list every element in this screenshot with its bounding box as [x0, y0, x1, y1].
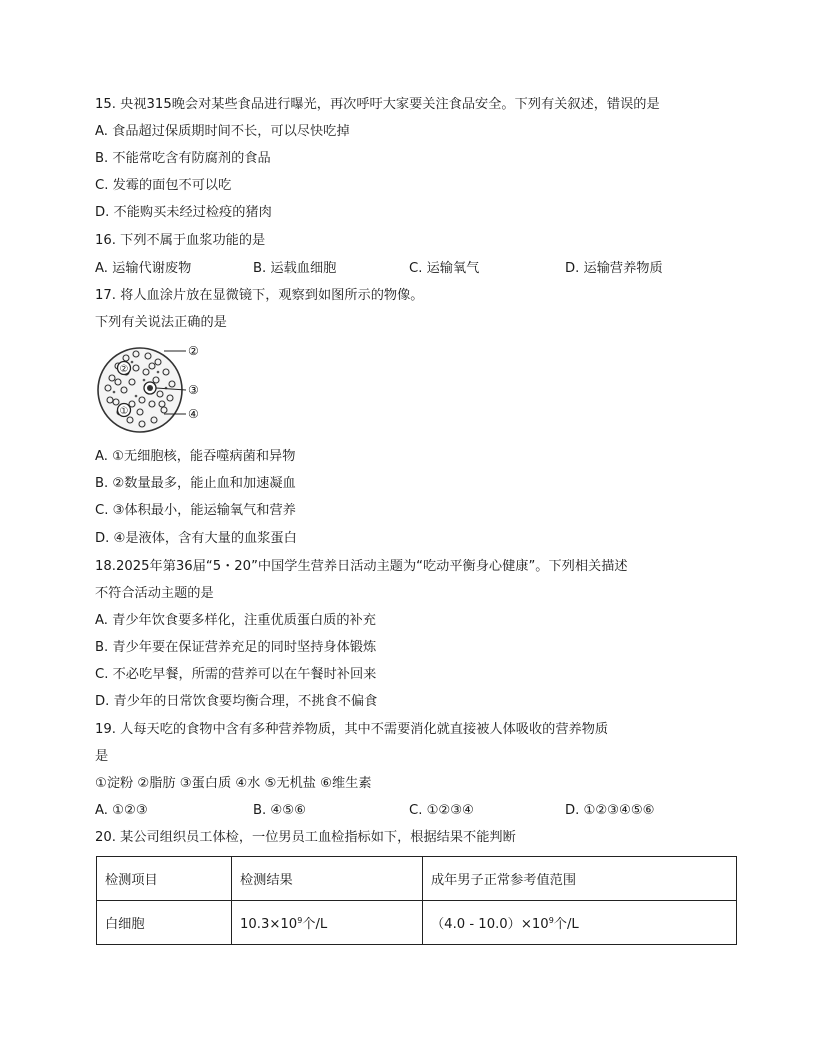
- q17-stem-line2: 下列有关说法正确的是: [95, 315, 227, 330]
- q17-option-d: D. ④是液体，含有大量的血浆蛋白: [95, 531, 297, 546]
- svg-text:②: ②: [119, 364, 129, 375]
- blood-test-table: [96, 856, 737, 945]
- table-header-row: [97, 857, 737, 901]
- range-value: （4.0 - 10.0）×10: [431, 917, 549, 932]
- q15-option-c: C. 发霉的面包不可以吃: [95, 178, 232, 193]
- q15-option-a: A. 食品超过保质期时间不长，可以尽快吃掉: [95, 124, 350, 139]
- q17-option-c: C. ③体积最小，能运输氧气和营养: [95, 503, 296, 518]
- svg-text:①: ①: [119, 406, 129, 417]
- q15-option-d: D. 不能购买未经过检疫的猪肉: [95, 205, 272, 220]
- figure-label-2: ②: [188, 344, 199, 358]
- result-unit: 个/L: [302, 917, 328, 932]
- q19-stem-line1: 19. 人每天吃的食物中含有多种营养物质，其中不需要消化就直接被人体吸收的营养物质: [95, 722, 609, 737]
- q20-stem: 20. 某公司组织员工体检，一位男员工血检指标如下，根据结果不能判断: [95, 830, 516, 845]
- q15-stem: 15. 央视315晚会对某些食品进行曝光，再次呼吁大家要关注食品安全。下列有关叙述，错误的是: [95, 97, 660, 112]
- q15-option-b: B. 不能常吃含有防腐剂的食品: [95, 151, 271, 166]
- q16-option-b: B. 运载血细胞: [253, 261, 337, 276]
- q16-option-a: A. 运输代谢废物: [95, 261, 192, 276]
- table-row: [97, 901, 737, 945]
- q16-stem: 16. 下列不属于血浆功能的是: [95, 233, 266, 248]
- figure-label-4: ④: [188, 407, 199, 421]
- q18-option-c: C. 不必吃早餐，所需的营养可以在午餐时补回来: [95, 667, 377, 682]
- q17-option-b: B. ②数量最多，能止血和加速凝血: [95, 476, 296, 491]
- q19-option-d: D. ①②③④⑤⑥: [565, 803, 655, 818]
- q16-option-c: C. 运输氧气: [409, 261, 480, 276]
- table-header-item: 检测项目: [97, 857, 232, 901]
- q17-option-a: A. ①无细胞核，能吞噬病菌和异物: [95, 449, 296, 464]
- q18-stem-line2: 不符合活动主题的是: [95, 586, 214, 601]
- table-cell-result: [232, 901, 423, 945]
- figure-label-3: ③: [188, 383, 199, 397]
- q18-option-a: A. 青少年饮食要多样化，注重优质蛋白质的补充: [95, 613, 376, 628]
- q17-stem-line1: 17. 将人血涂片放在显微镜下，观察到如图所示的物像。: [95, 288, 424, 303]
- q19-stem-line2: 是: [95, 749, 109, 764]
- range-exponent: 9: [548, 916, 554, 925]
- blood-smear-figure: [96, 342, 208, 438]
- q18-option-b: B. 青少年要在保证营养充足的同时坚持身体锻炼: [95, 640, 377, 655]
- table-cell-range: [423, 901, 737, 945]
- result-value: 10.3×10: [240, 917, 298, 932]
- q19-option-a: A. ①②③: [95, 803, 148, 818]
- range-unit: 个/L: [553, 917, 579, 932]
- q18-option-d: D. 青少年的日常饮食要均衡合理，不挑食不偏食: [95, 694, 378, 709]
- q19-option-b: B. ④⑤⑥: [253, 803, 306, 818]
- q19-items: ①淀粉 ②脂肪 ③蛋白质 ④水 ⑤无机盐 ⑥维生素: [95, 776, 372, 791]
- table-cell-item: 白细胞: [97, 901, 232, 945]
- q18-stem-line1: 18.2025年第36届“5・20”中国学生营养日活动主题为“吃动平衡身心健康”。下列相关描述: [95, 559, 628, 574]
- q19-option-c: C. ①②③④: [409, 803, 474, 818]
- q16-option-d: D. 运输营养物质: [565, 261, 663, 276]
- table-header-range: 成年男子正常参考值范围: [423, 857, 737, 901]
- table-header-result: 检测结果: [232, 857, 423, 901]
- result-exponent: 9: [297, 916, 303, 925]
